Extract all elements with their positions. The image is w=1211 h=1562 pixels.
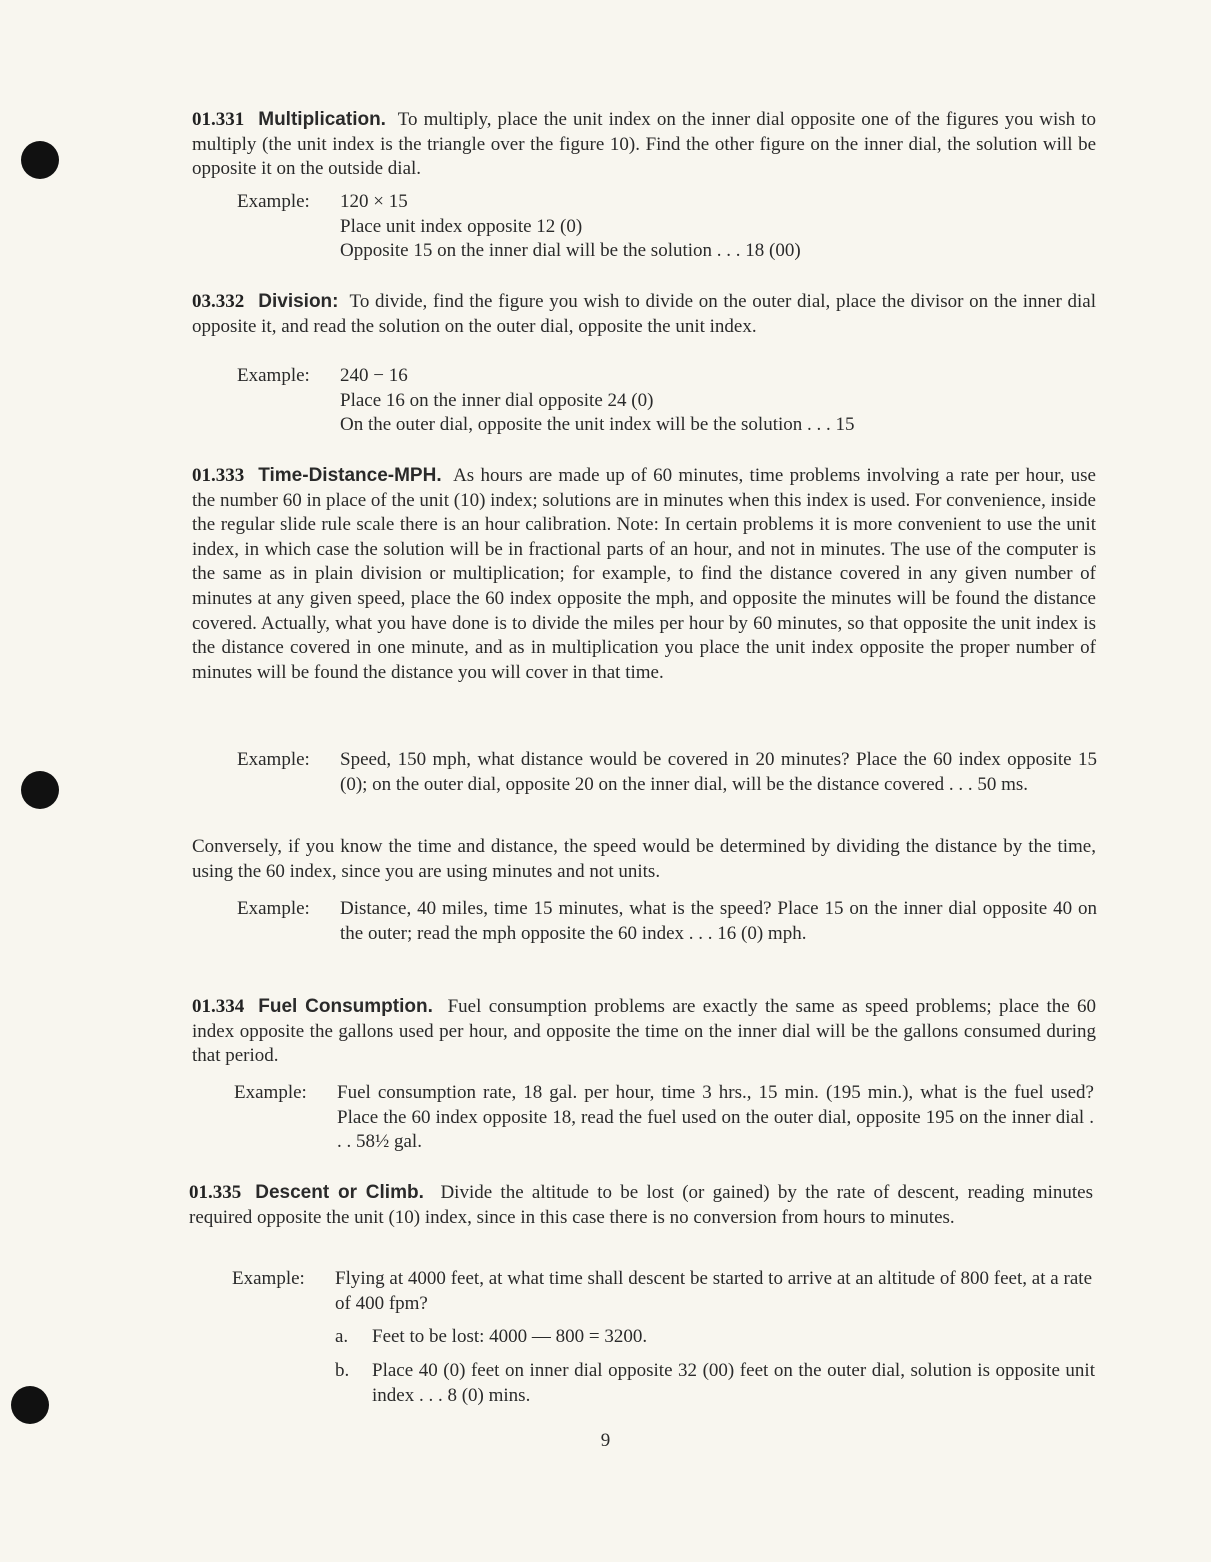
example-division [237,364,1097,438]
paragraph-text: Conversely, if you know the time and distance, the speed would be determined by dividing the distance by the time, using the 60 index, since you are using minutes and not units. [192,836,1096,882]
example-line: Place unit index opposite 12 (0) [340,215,583,237]
section-descent-or-climb [189,1181,1093,1230]
example-line: On the outer dial, opposite the unit index will be the solution . . . 15 [340,414,855,436]
example-label: Example: [232,1268,305,1289]
example-speed [237,897,1097,946]
section-title: Descent or Climb. [255,1182,424,1203]
example-label: Example: [237,749,310,770]
section-title: Multiplication. [258,109,386,130]
section-number: 03.332 [192,291,245,312]
section-number: 01.335 [189,1182,242,1203]
section-title: Fuel Consumption. [258,996,433,1017]
example-line: Place 16 on the inner dial opposite 24 (0) [340,389,654,411]
example-label: Example: [237,191,310,212]
section-division [192,290,1096,339]
example-label: Example: [234,1082,307,1103]
step-b [335,1359,1095,1408]
punch-hole-bottom [11,1386,49,1424]
example-fuel [234,1081,1094,1155]
example-line: Speed, 150 mph, what distance would be covered in 20 minutes? Place the 60 index opposite 15 (0); on the outer dial, opposite 20 on the inner dial, will be the distance covered . . . 50 ms. [340,749,1097,795]
example-line: 240 − 16 [340,365,408,386]
section-body: To divide, find the figure you wish to divide on the outer dial, place the divisor on the inner dial opposite it, and read the solution on the outer dial, opposite the unit index. [192,291,1096,337]
step-text: Feet to be lost: 4000 — 800 = 3200. [372,1326,648,1347]
example-multiplication [237,190,1097,264]
section-title: Division: [258,291,339,312]
example-line: Flying at 4000 feet, at what time shall descent be started to arrive at an altitude of 800 feet, at a rate of 400 fpm? [335,1268,1092,1314]
section-body: To multiply, place the unit index on the inner dial opposite one of the figures you wish to multiply (the unit index is the triangle over the figure 10). Find the other figure on the inner dial, the solution will be opposite it on the outside dial. [192,109,1096,180]
section-multiplication [192,108,1096,182]
section-body: Divide the altitude to be lost (or gained) by the rate of descent, reading minutes required opposite the unit (10) index, since in this case there is no conversion from hours to minutes. [189,1182,1093,1228]
section-body: As hours are made up of 60 minutes, time problems involving a rate per hour, use the number 60 in place of the unit (10) index; solutions are in minutes when this index is used. For convenience, inside the regular slide rule scale there is an hour calibration. Note: In certain problems it is more convenient to use the unit index, in which case the solution will be in fractional parts of an hour, and not in minutes. The use of the computer is the same as in plain division or multiplication; for example, to find the distance covered in any given number of minutes at any given speed, place the 60 index opposite the mph, and opposite the minutes will be found the distance covered. Actually, what you have done is to divide the miles per hour by 60 minutes, so that opposite the unit index is the distance covered in one minute, and as in multiplication you place the unit index opposite the proper number of minutes will be found the distance you will cover in that time. [192,465,1096,683]
example-descent [232,1267,1092,1316]
step-label: b. [335,1360,350,1381]
example-line: Fuel consumption rate, 18 gal. per hour, time 3 hrs., 15 min. (195 min.), what is the fuel used? Place the 60 index opposite 18, read the fuel used on the outer dial, opposite 195 on the inner dial . . . 58½ gal. [337,1082,1094,1153]
section-fuel-consumption [192,995,1096,1069]
example-label: Example: [237,898,310,919]
section-number: 01.331 [192,109,245,130]
example-label: Example: [237,365,310,386]
punch-hole-top [21,141,59,179]
step-text: Place 40 (0) feet on inner dial opposite 32 (00) feet on the outer dial, solution is opposite unit index . . . 8 (0) mins. [372,1360,1095,1406]
example-line: 120 × 15 [340,191,408,212]
step-label: a. [335,1326,349,1347]
step-a [335,1325,1095,1350]
punch-hole-middle [21,771,59,809]
page-number: 9 [600,1430,611,1451]
section-number: 01.334 [192,996,245,1017]
conversely-paragraph [192,835,1096,884]
example-line: Opposite 15 on the inner dial will be the solution . . . 18 (00) [340,240,801,262]
section-number: 01.333 [192,465,245,486]
section-title: Time-Distance-MPH. [258,465,442,486]
example-line: Distance, 40 miles, time 15 minutes, what is the speed? Place 15 on the inner dial opposite 40 on the outer; read the mph opposite the 60 index . . . 16 (0) mph. [340,898,1097,944]
section-body: Fuel consumption problems are exactly the same as speed problems; place the 60 index opposite the gallons used per hour, and opposite the time on the inner dial will be the gallons consumed during that period. [192,996,1097,1067]
section-time-distance-mph [192,464,1096,685]
example-speed-distance [237,748,1097,797]
